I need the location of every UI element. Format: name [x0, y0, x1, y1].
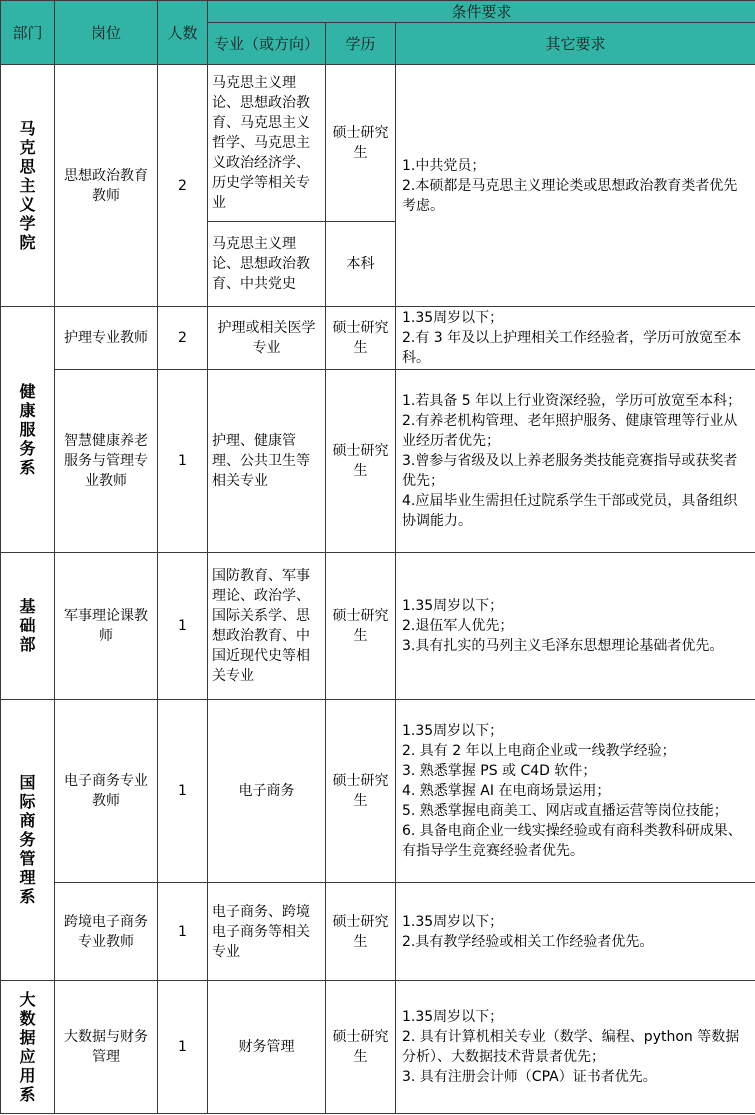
count-cell: 1	[158, 700, 208, 883]
requirements-cell: 1.35周岁以下； 2.具有教学经验或相关工作经验者优先。	[396, 883, 755, 981]
table-row	[1, 981, 755, 1114]
dept-cell: 大数据应用系	[1, 981, 55, 1114]
table-row	[1, 700, 755, 883]
major-cell: 护理、健康管理、公共卫生等相关专业	[208, 370, 326, 553]
table-row	[1, 883, 755, 981]
requirements-cell: 1.若具备 5 年以上行业资深经验，学历可放宽至本科； 2.有养老机构管理、老年照护服务、健康管理等行业从业经历者优先； 3.曾参与省级及以上养老服务类技能竞赛指导或获奖者优先； 4.应届毕业生需担任过院系学生干部或党员，具备组织协调能力。	[396, 370, 755, 553]
major-cell: 电子商务、跨境电子商务等相关专业	[208, 883, 326, 981]
header-other: 其它要求	[396, 23, 755, 65]
count-cell: 2	[158, 65, 208, 307]
post-cell: 跨境电子商务专业教师	[55, 883, 158, 981]
table-row	[1, 553, 755, 700]
header-degree: 学历	[326, 23, 396, 65]
requirements-cell: 1.35周岁以下； 2.有 3 年及以上护理相关工作经验者，学历可放宽至本科。	[396, 307, 755, 370]
degree-cell: 本科	[326, 222, 396, 307]
header-conditions: 条件要求	[208, 1, 755, 23]
count-cell: 1	[158, 981, 208, 1114]
header-count: 人数	[158, 1, 208, 65]
requirements-cell: 1.35周岁以下； 2.退伍军人优先； 3.具有扎实的马列主义毛泽东思想理论基础者优先。	[396, 553, 755, 700]
count-cell: 1	[158, 553, 208, 700]
dept-cell: 基础部	[1, 553, 55, 700]
count-cell: 1	[158, 370, 208, 553]
dept-cell: 健康服务系	[1, 307, 55, 553]
post-cell: 智慧健康养老服务与管理专业教师	[55, 370, 158, 553]
requirements-cell: 1.35周岁以下； 2. 具有计算机相关专业（数学、编程、python 等数据分析）、大数据技术背景者优先； 3. 具有注册会计师（CPA）证书者优先。	[396, 981, 755, 1114]
degree-cell: 硕士研究生	[326, 370, 396, 553]
degree-cell: 硕士研究生	[326, 65, 396, 222]
table-row	[1, 370, 755, 553]
post-cell: 大数据与财务管理	[55, 981, 158, 1114]
major-cell: 财务管理	[208, 981, 326, 1114]
major-cell: 国防教育、军事理论、政治学、国际关系学、思想政治教育、中国近现代史等相关专业	[208, 553, 326, 700]
degree-cell: 硕士研究生	[326, 981, 396, 1114]
major-cell: 护理或相关医学专业	[208, 307, 326, 370]
post-cell: 电子商务专业教师	[55, 700, 158, 883]
major-cell: 马克思主义理论、思想政治教育、中共党史	[208, 222, 326, 307]
major-cell: 马克思主义理论、思想政治教育、马克思主义哲学、马克思主义政治经济学、历史学等相关专业	[208, 65, 326, 222]
count-cell: 2	[158, 307, 208, 370]
header-post: 岗位	[55, 1, 158, 65]
degree-cell: 硕士研究生	[326, 700, 396, 883]
degree-cell: 硕士研究生	[326, 307, 396, 370]
post-cell: 军事理论课教师	[55, 553, 158, 700]
post-cell: 思想政治教育教师	[55, 65, 158, 307]
table-row	[1, 307, 755, 370]
major-cell: 电子商务	[208, 700, 326, 883]
table-row	[1, 65, 755, 222]
dept-cell: 马克思主义学院	[1, 65, 55, 307]
count-cell: 1	[158, 883, 208, 981]
post-cell: 护理专业教师	[55, 307, 158, 370]
degree-cell: 硕士研究生	[326, 883, 396, 981]
requirements-cell: 1.中共党员； 2.本硕都是马克思主义理论类或思想政治教育类者优先考虑。	[396, 65, 755, 307]
requirements-cell: 1.35周岁以下； 2. 具有 2 年以上电商企业或一线教学经验； 3. 熟悉掌握 PS 或 C4D 软件； 4. 熟悉掌握 AI 在电商场景运用； 5. 熟悉掌握电商美工、网店或直播运营等岗位技能； 6. 具备电商企业一线实操经验或有商科类教科研成果、有指导学生竞赛经验者优先。	[396, 700, 755, 883]
degree-cell: 硕士研究生	[326, 553, 396, 700]
dept-cell: 国际商务管理系	[1, 700, 55, 981]
header-dept: 部门	[1, 1, 55, 65]
header-major: 专业（或方向）	[208, 23, 326, 65]
